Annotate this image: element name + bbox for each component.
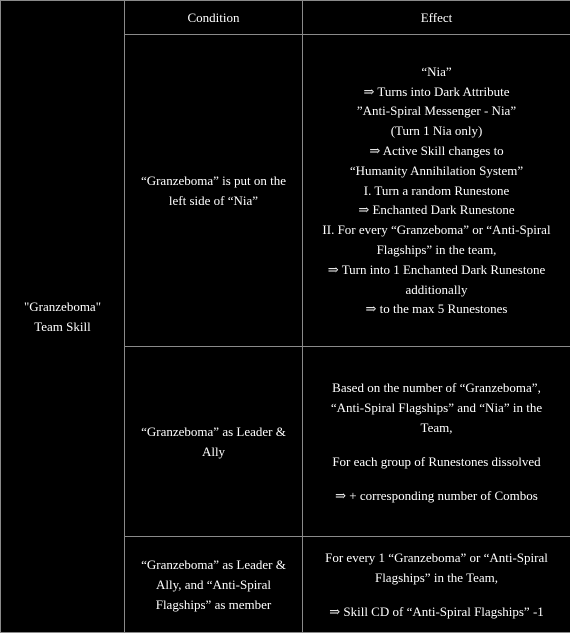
- condition-line: left side of “Nia”: [131, 191, 296, 211]
- effect-line: ⇒ + corresponding number of Combos: [309, 486, 564, 506]
- condition-line: Ally: [131, 442, 296, 462]
- effect-cell: [303, 347, 570, 537]
- header-row: [1, 1, 570, 35]
- effect-line: II. For every “Granzeboma” or “Anti-Spiral: [309, 220, 564, 240]
- paragraph-gap: [309, 438, 564, 452]
- effect-line: ⇒ Active Skill changes to: [309, 141, 564, 161]
- effect-line: “Nia”: [309, 62, 564, 82]
- paragraph-gap: [309, 472, 564, 486]
- effect-line: “Anti-Spiral Flagships” and “Nia” in the: [309, 398, 564, 418]
- effect-line: additionally: [309, 280, 564, 300]
- condition-line: “Granzeboma” as Leader &: [131, 422, 296, 442]
- effect-line: ⇒ Enchanted Dark Runestone: [309, 200, 564, 220]
- effect-line: ⇒ Turn into 1 Enchanted Dark Runestone: [309, 260, 564, 280]
- effect-line: ⇒ Turns into Dark Attribute: [309, 82, 564, 102]
- effect-line: For every 1 “Granzeboma” or “Anti-Spiral: [309, 548, 564, 568]
- effect-cell: [303, 35, 570, 347]
- effect-cell: [303, 537, 570, 633]
- effect-line: ⇒ Skill CD of “Anti-Spiral Flagships” -1: [309, 602, 564, 622]
- effect-line: “Humanity Annihilation System”: [309, 161, 564, 181]
- header-blank-cell: [1, 1, 125, 633]
- effect-line: ”Anti-Spiral Messenger - Nia”: [309, 101, 564, 121]
- effect-line: Flagships” in the team,: [309, 240, 564, 260]
- effect-line: (Turn 1 Nia only): [309, 121, 564, 141]
- effect-line: I. Turn a random Runestone: [309, 181, 564, 201]
- effect-header: Effect: [303, 1, 570, 35]
- condition-line: Ally, and “Anti-Spiral: [131, 575, 296, 595]
- condition-line: “Granzeboma” as Leader &: [131, 555, 296, 575]
- row-label-line-2: Team Skill: [5, 317, 120, 337]
- effect-line: Flagships” in the Team,: [309, 568, 564, 588]
- condition-line: “Granzeboma” is put on the: [131, 171, 296, 191]
- paragraph-gap: [309, 588, 564, 602]
- condition-cell: [125, 35, 303, 347]
- condition-line: Flagships” as member: [131, 595, 296, 615]
- effect-line: For each group of Runestones dissolved: [309, 452, 564, 472]
- effect-line: Based on the number of “Granzeboma”,: [309, 378, 564, 398]
- condition-cell: [125, 537, 303, 633]
- row-label-line-1: "Granzeboma": [5, 297, 120, 317]
- effect-line: Team,: [309, 418, 564, 438]
- condition-cell: [125, 347, 303, 537]
- condition-header: Condition: [125, 1, 303, 35]
- effect-line: ⇒ to the max 5 Runestones: [309, 299, 564, 319]
